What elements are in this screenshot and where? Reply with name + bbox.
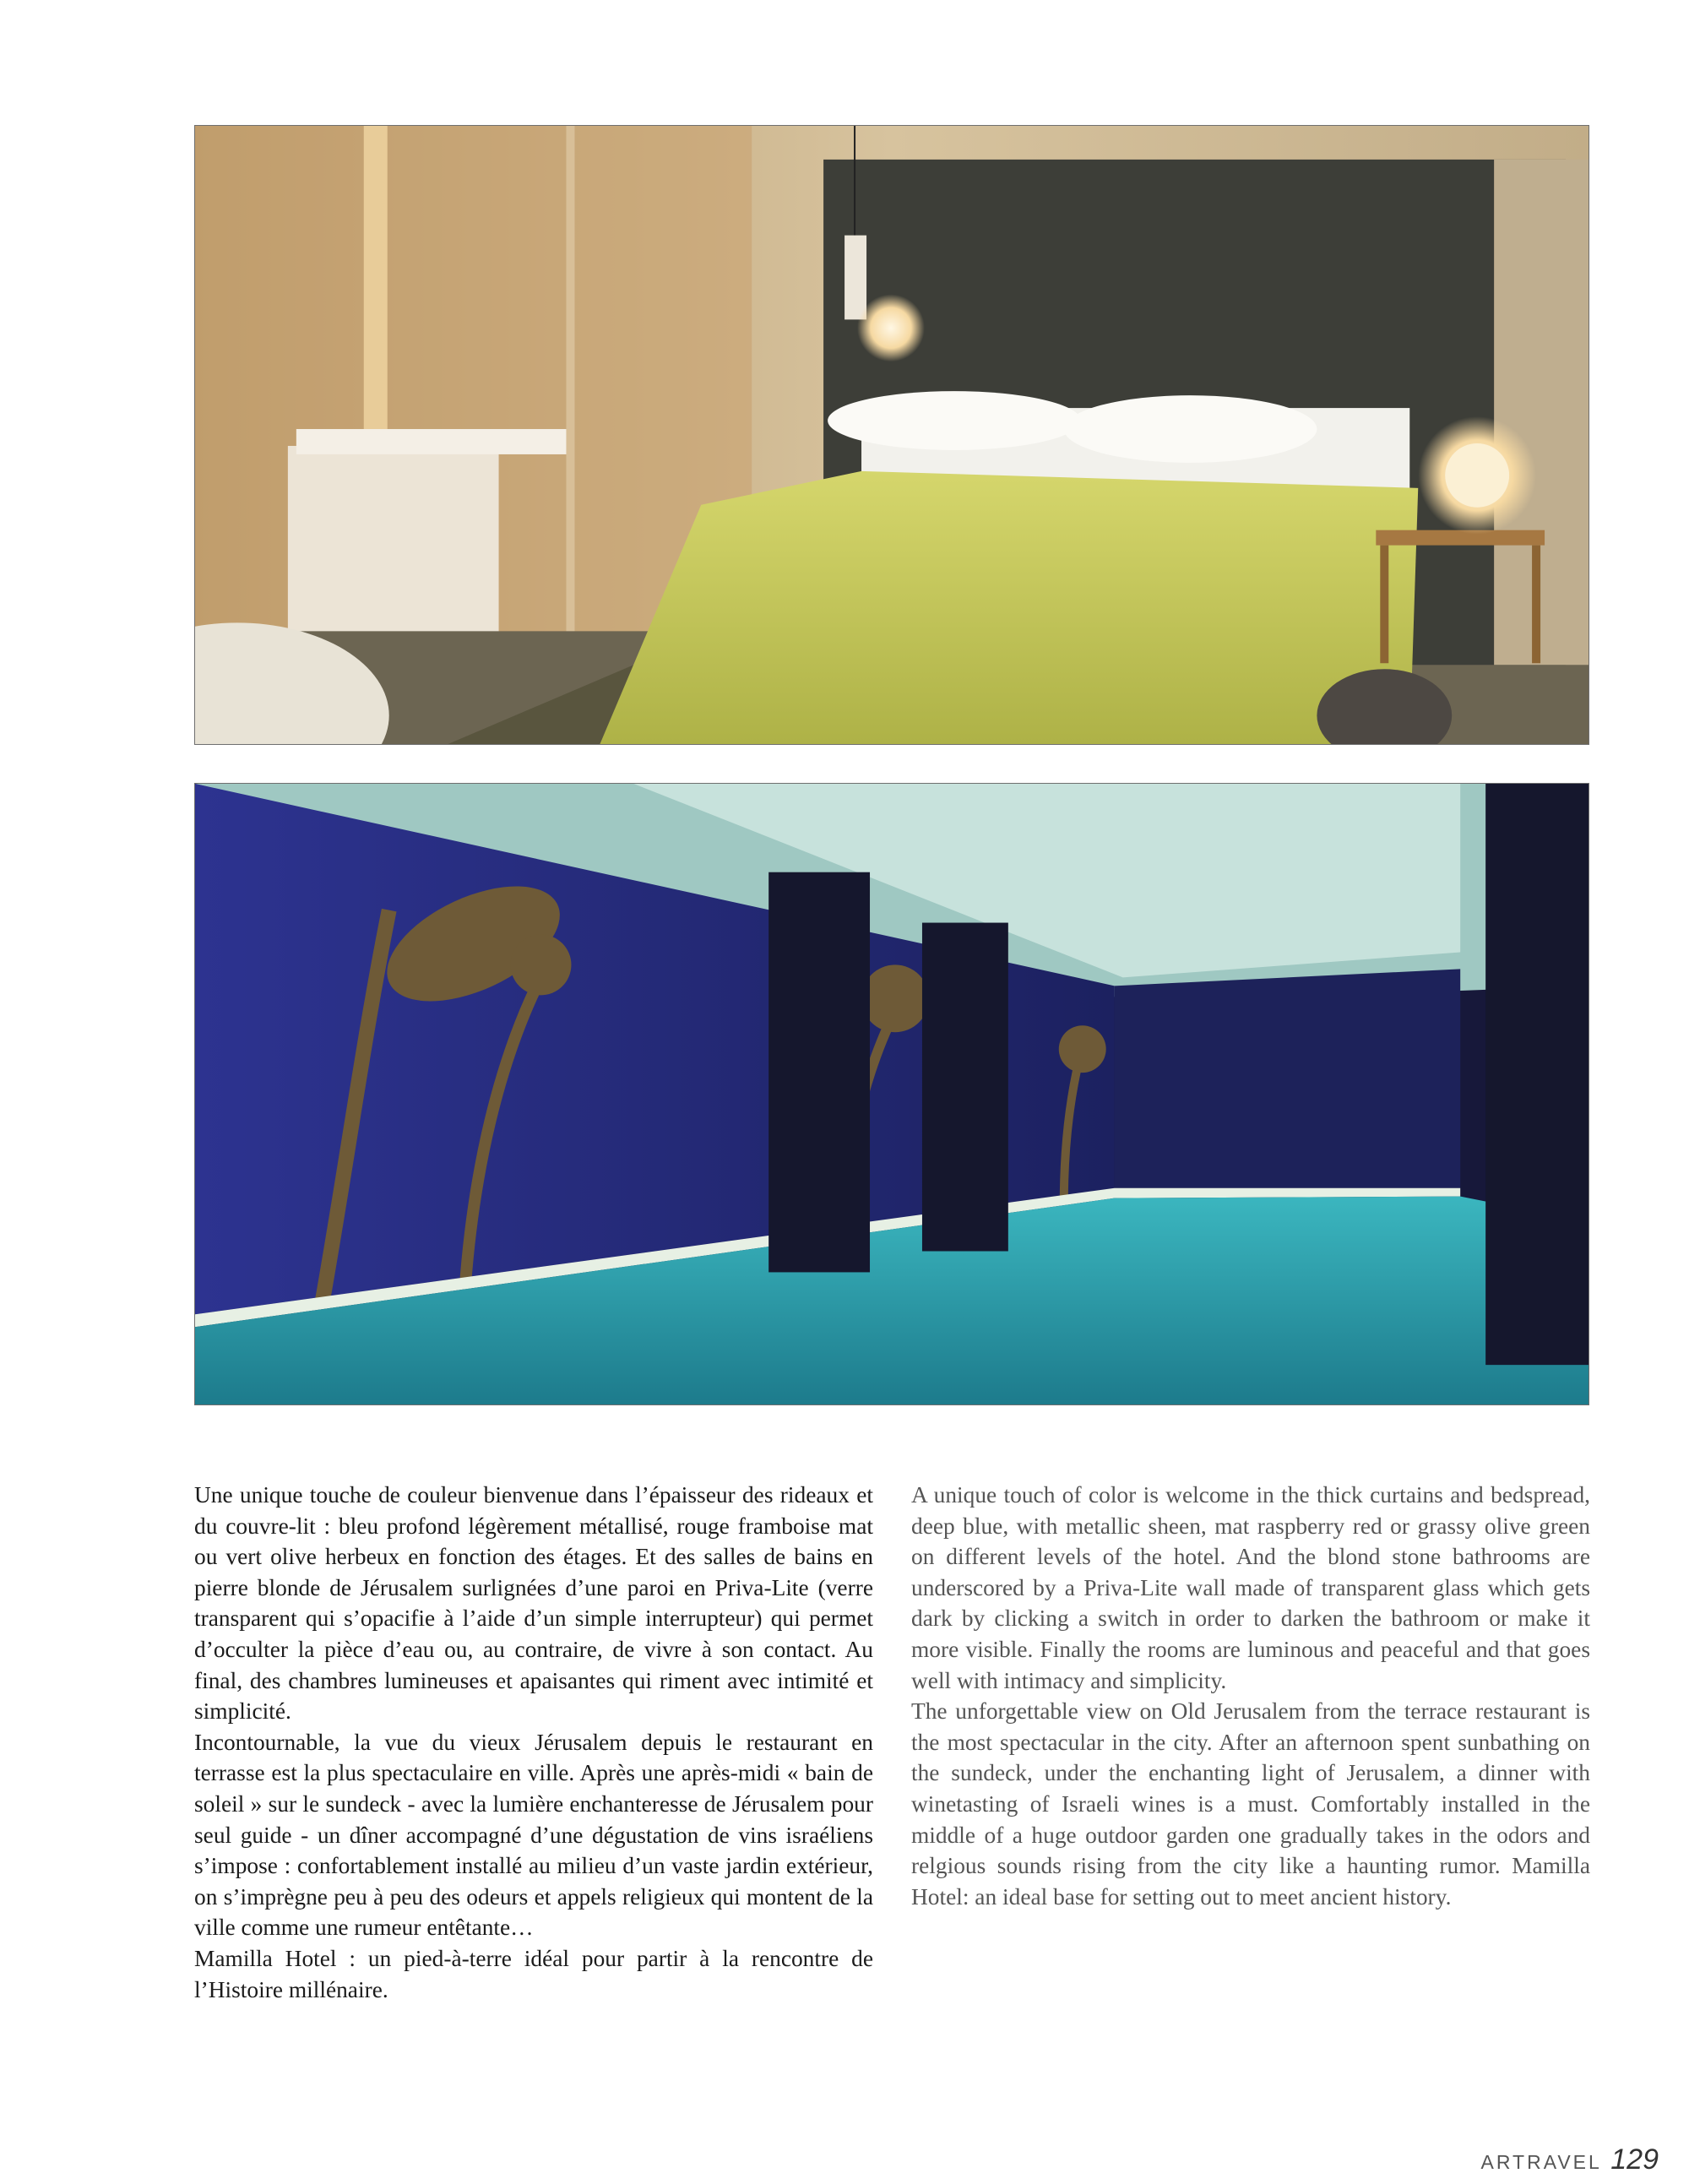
english-paragraph-1: A unique touch of color is welcome in the thick curtains and bedspread, deep blue, with metallic sheen, mat raspberry red or grassy olive green on different levels of the hotel. And the blond stone bathrooms are underscored by a Priva-Lite wall made of transparent glass which gets dark by clicking a switch in order to darken the bathroom or make it more visible. Finally the rooms are luminous and peaceful and that goes well with intimacy and simplicity.: [911, 1482, 1590, 1693]
french-paragraph-3: Mamilla Hotel : un pied-à-terre idéal pour partir à la rencontre de l’Histoire millénaire.: [194, 1945, 873, 2002]
page-number: 129: [1610, 2143, 1659, 2176]
bedroom-photo: [194, 125, 1589, 745]
english-paragraph-2: The unforgettable view on Old Jerusalem from the terrace restaurant is the most spectacular in the city. After an afternoon spent sunbathing on the sundeck, under the enchanting light of Jerusalem, a dinner with winetasting of Israeli wines is a must. Comfortably installed in the middle of a huge outdoor garden one gradually takes in the odors and relgious sounds rising from the city like a haunting rumor. Mamilla Hotel: an ideal base for setting out to meet ancient history.: [911, 1698, 1590, 1910]
french-text-column: [194, 1480, 873, 2005]
pool-photo: [194, 783, 1589, 1405]
magazine-name: ARTRAVEL: [1480, 2151, 1602, 2173]
french-paragraph-1: Une unique touche de couleur bienvenue dans l’épaisseur des rideaux et du couvre-lit : bleu profond légèrement métallisé, rouge framboise mat ou vert olive herbeux en fonction des étages. Et des salles de bains en pierre blonde de Jérusalem surlignées d’une paroi en Priva-Lite (verre transparent qui s’opacifie à l’aide d’un simple interrupteur) qui permet d’occulter la pièce d’eau ou, au contraire, de vivre à son contact. Au final, des chambres lumineuses et apaisantes qui riment avec intimité et simplicité.: [194, 1482, 873, 1725]
page-footer: [1481, 2143, 1659, 2176]
french-paragraph-2: Incontournable, la vue du vieux Jérusalem depuis le restaurant en terrasse est la plus spectaculaire en ville. Après une après-midi « bain de soleil » sur le sundeck - avec la lumière enchanteresse de Jérusalem pour seul guide - un dîner accompagné d’une dégustation de vins israéliens s’impose : confortablement installé au milieu d’un vaste jardin extérieur, on s’imprègne peu à peu des odeurs et appels religieux qui montent de la ville comme une rumeur entêtante…: [194, 1729, 873, 1941]
english-text-column: [911, 1480, 1590, 1912]
bedroom-illustration: [195, 126, 1589, 744]
pool-illustration: [195, 784, 1589, 1404]
